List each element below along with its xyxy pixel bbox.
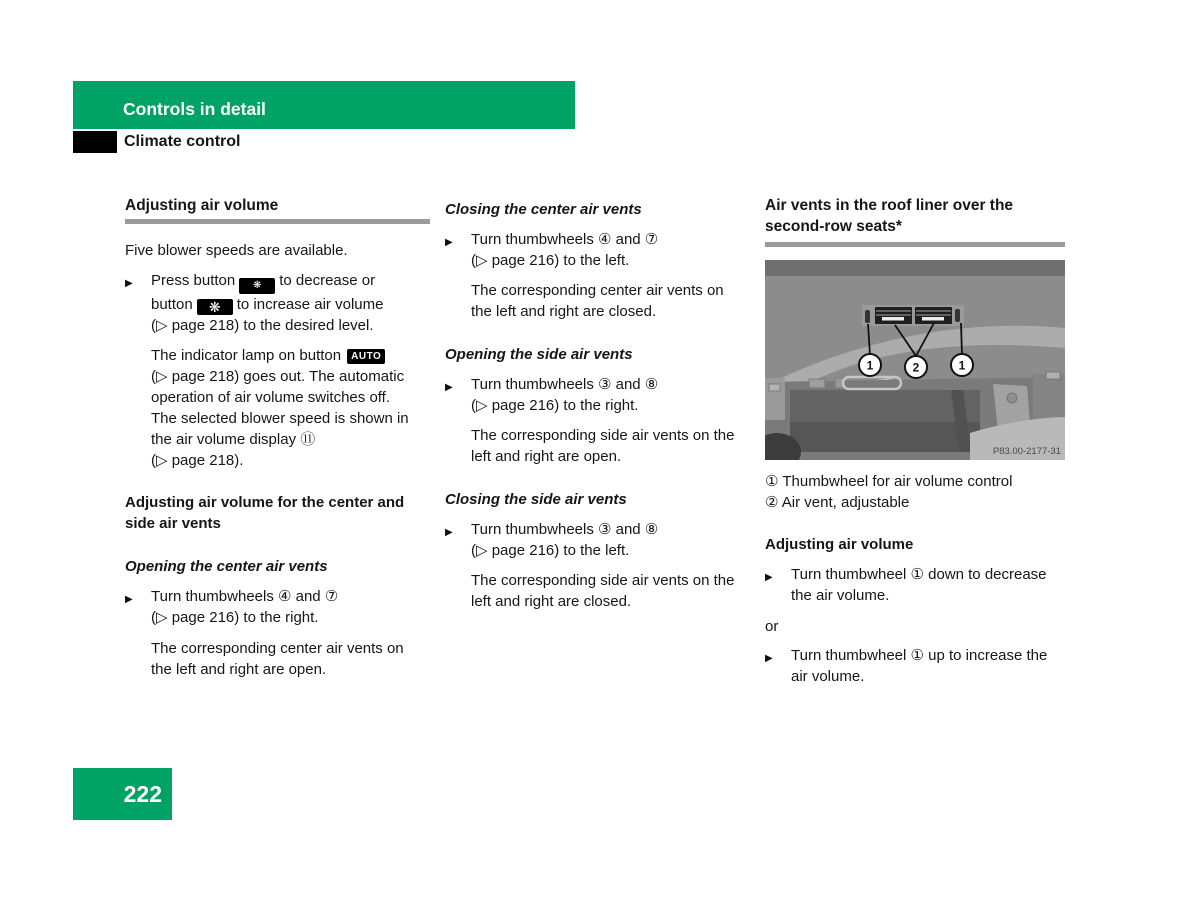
section-title: Climate control: [124, 133, 241, 150]
roof-vents-illustration: [765, 260, 1065, 460]
intro-text: Five blower speeds are available.: [125, 242, 348, 259]
text-line: Turn thumbwheel ① up to increase the: [791, 647, 1048, 664]
or-connector: or: [765, 618, 779, 635]
heading-rule: [765, 242, 1065, 247]
text-segment: Press button: [151, 272, 236, 289]
text-line: operation of air volume switches off.: [151, 389, 391, 406]
page-number: 222: [123, 780, 162, 807]
text-line: (▷ page 218).: [151, 452, 244, 469]
text-line: (▷ page 216) to the left.: [471, 542, 630, 559]
text-segment: button: [151, 296, 193, 313]
bullet-text: [151, 270, 430, 336]
column-1: [125, 192, 430, 680]
result-paragraph: [151, 638, 430, 680]
instruction-bullet: [445, 519, 751, 561]
bullet-arrow-icon: ▶: [445, 527, 453, 538]
bullet-text: [471, 374, 751, 416]
text-line: the air volume display ⑪: [151, 431, 316, 448]
subheading-closing-side-vents: Closing the side air vents: [445, 491, 627, 508]
text-line: The corresponding side air vents on the: [471, 572, 735, 589]
bullet-arrow-icon: ▶: [765, 572, 773, 583]
chapter-title: Controls in detail: [123, 98, 266, 119]
text-line: Turn thumbwheels ④ and ⑦: [151, 588, 339, 605]
callout-2: 2: [912, 360, 920, 375]
bullet-text: [791, 645, 1065, 687]
text-line: Turn thumbwheels ③ and ⑧: [471, 521, 659, 538]
callout-1-right: 1: [958, 358, 966, 373]
instruction-bullet: [765, 645, 1065, 687]
text-line: The corresponding center air vents on: [151, 640, 404, 657]
col3-heading: [765, 192, 1065, 237]
text-line: Turn thumbwheels ③ and ⑧: [471, 376, 659, 393]
text-line: (▷ page 216) to the right.: [151, 609, 319, 626]
instruction-bullet: [125, 270, 430, 336]
roof-vents-photo: [765, 260, 1065, 460]
bullet-arrow-icon: ▶: [125, 278, 133, 289]
result-paragraph: [471, 570, 751, 612]
text-line: The corresponding side air vents on the: [471, 427, 735, 444]
text-line: second-row seats*: [765, 218, 902, 235]
bullet-arrow-icon: ▶: [445, 237, 453, 248]
text-line: [151, 270, 430, 294]
text-segment: to increase air volume: [236, 296, 384, 313]
fan-increase-button-icon: ❋: [197, 299, 233, 315]
text-line: the left and right are open.: [151, 661, 327, 678]
photo-legend: [765, 471, 1065, 513]
text-line: Adjusting air volume for the center and: [125, 494, 405, 511]
column-3: [765, 192, 1065, 687]
text-line: left and right are closed.: [471, 593, 632, 610]
indicator-paragraph: [151, 345, 430, 471]
column-2: [445, 192, 751, 612]
bullet-text: [471, 229, 751, 271]
bullet-arrow-icon: ▶: [445, 382, 453, 393]
bullet-arrow-icon: ▶: [765, 653, 773, 664]
bullet-text: [791, 564, 1065, 606]
text-line: The selected blower speed is shown in: [151, 410, 409, 427]
text-line: ① Thumbwheel for air volume control: [765, 473, 1013, 490]
text-line: The corresponding center air vents on: [471, 282, 724, 299]
section-marker-square: [73, 131, 117, 153]
bullet-text: [151, 586, 430, 628]
text-line: side air vents: [125, 515, 221, 532]
text-line: (▷ page 216) to the right.: [471, 397, 639, 414]
col3-heading2: Adjusting air volume: [765, 536, 914, 553]
page-number-tab: [73, 768, 172, 820]
text-line: (▷ page 218) goes out. The automatic: [151, 368, 405, 385]
instruction-bullet: [765, 564, 1065, 606]
text-segment: The indicator lamp on button: [151, 347, 342, 364]
section-header: [73, 131, 240, 153]
text-line: the air volume.: [791, 587, 890, 604]
bullet-arrow-icon: ▶: [125, 594, 133, 605]
fan-decrease-button-icon: ❋: [239, 278, 275, 294]
subheading-opening-side-vents: Opening the side air vents: [445, 346, 633, 363]
col1-heading: Adjusting air volume: [125, 197, 279, 214]
text-line: ② Air vent, adjustable: [765, 494, 910, 511]
text-line: [151, 345, 430, 366]
paragraph-lines: [151, 366, 430, 471]
text-line: (▷ page 218) to the desired level.: [151, 317, 374, 334]
text-line: air volume.: [791, 668, 865, 685]
text-line: Air vents in the roof liner over the: [765, 197, 1014, 214]
result-paragraph: [471, 425, 751, 467]
text-line: Turn thumbwheel ① down to decrease: [791, 566, 1047, 583]
heading-rule: [125, 219, 430, 224]
instruction-bullet: [125, 586, 430, 628]
subheading-closing-center-vents: Closing the center air vents: [445, 201, 642, 218]
chapter-header-bar: [73, 81, 575, 129]
text-line: the left and right are closed.: [471, 303, 657, 320]
col1-heading2: [125, 492, 430, 534]
photo-code: P83.00-2177-31: [992, 446, 1061, 457]
bullet-text: [471, 519, 751, 561]
subheading-opening-center-vents: Opening the center air vents: [125, 558, 328, 575]
instruction-bullet: [445, 229, 751, 271]
result-paragraph: [471, 280, 751, 322]
instruction-bullet: [445, 374, 751, 416]
auto-button-badge: AUTO: [347, 349, 385, 364]
text-line: left and right are open.: [471, 448, 622, 465]
text-line: (▷ page 216) to the left.: [471, 252, 630, 269]
text-line: [151, 294, 430, 315]
text-segment: to decrease or: [279, 272, 376, 289]
text-line: Turn thumbwheels ④ and ⑦: [471, 231, 659, 248]
callout-1-left: 1: [866, 358, 874, 373]
